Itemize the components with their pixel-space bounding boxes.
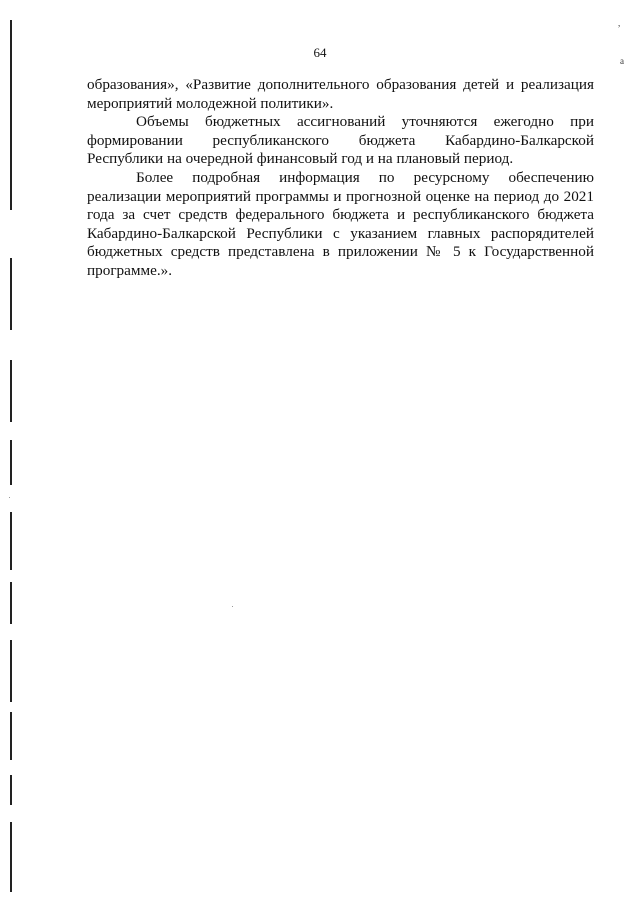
- scan-edge-line: [10, 440, 12, 485]
- scan-edge-line: [10, 582, 12, 624]
- scan-edge-line: [10, 258, 12, 330]
- scan-edge-line: [10, 822, 12, 892]
- body-text: [87, 76, 594, 281]
- margin-mark-top-right: ,: [618, 18, 621, 28]
- paragraph-continuation: образования», «Развитие дополнительного образования детей и реализация мероприятий молодежной политики».: [87, 76, 594, 112]
- scan-edge-line: [10, 775, 12, 805]
- scan-edge-line: [10, 512, 12, 570]
- scan-edge-line: [10, 640, 12, 702]
- scan-edge-line: [10, 20, 12, 210]
- margin-mark-right: a: [620, 56, 624, 66]
- scan-speck: [232, 606, 233, 607]
- scan-speck: [9, 497, 10, 498]
- paragraph-budget-allocations: Объемы бюджетных ассигнований уточняются ежегодно при формировании республиканского бюджета Кабардино-Балкарской Республики на очередной финансовый год и на плановый период.: [87, 113, 594, 168]
- scan-edge-line: [10, 712, 12, 760]
- paragraph-resource-provision: Более подробная информация по ресурсному обеспечению реализации мероприятий программы и прогнозной оценке на период до 2021 года за счет средств федерального бюджета и республиканского бюджета Кабардино-Балкарской Республики с указанием главных распорядителей бюджетных средств представлена в приложении № 5 к Государственной программе.».: [87, 168, 594, 279]
- scan-edge-line: [10, 360, 12, 422]
- page-number: 64: [313, 45, 327, 60]
